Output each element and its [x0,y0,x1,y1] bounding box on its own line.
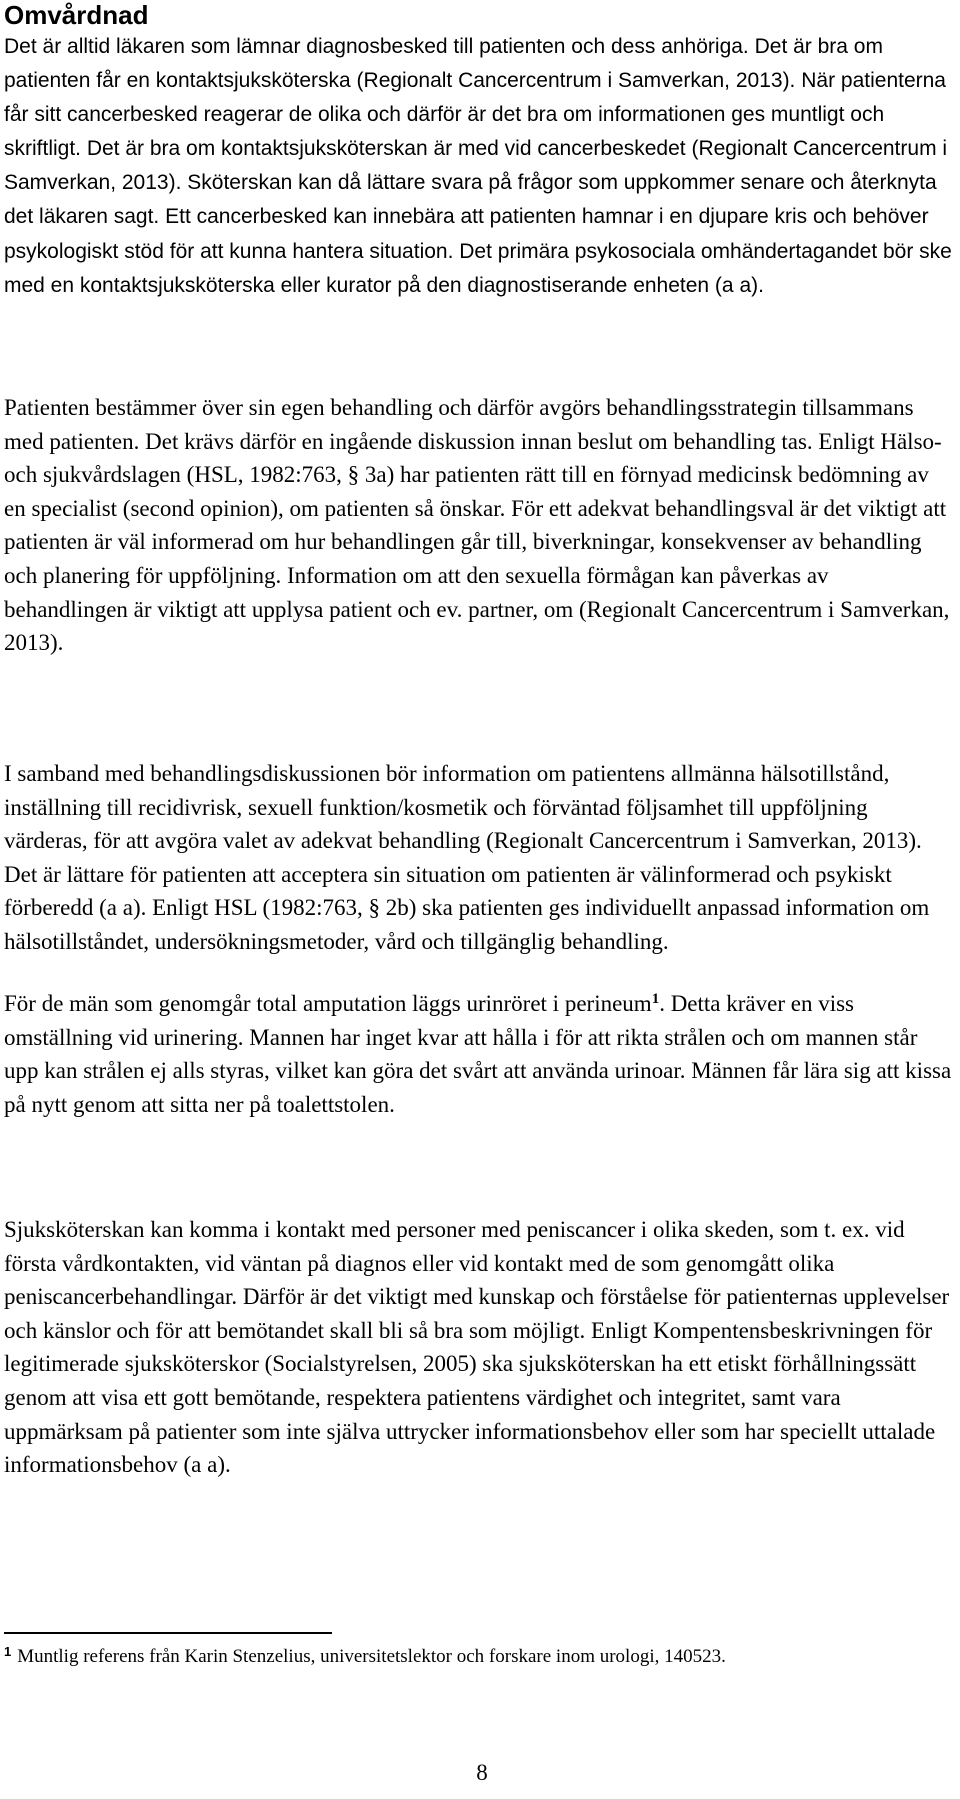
footnote-divider [4,1632,332,1634]
footnote [4,1644,954,1670]
paragraph-nurse-role: Sjuksköterskan kan komma i kontakt med personer med peniscancer i olika skeden, som t. ex. vid första vårdkontakten, vid väntan på diagnos eller vid kontakt med de som genomgått olika peniscancerbehandlingar. Därför är det viktigt med kunskap och förståelse för patienternas upplevelser och känslor och för att bemötandet skall bli så bra som möjligt. Enligt Kompentensbeskrivningen för legitimerade sjuksköterskor (Socialstyrelsen, 2005) ska sjuksköterskan ha ett etiskt förhållningssätt genom att visa ett gott bemötande, respektera patientens värdighet och integritet, samt vara uppmärksam på patienter som inte själva uttrycker informationsbehov eller som har speciellt uttalade informationsbehov (a a). [4,1217,950,1478]
paragraph-diagnosis: Det är alltid läkaren som lämnar diagnosbesked till patienten och dess anhöriga. Det är bra om patienten får en kontaktsjuksköterska (Regionalt Cancercentrum i Samverkan, 2013). När patienterna får sitt cancerbesked reagerar de olika och därför är det bra om informationen ges muntligt och skriftligt. Det är bra om kontaktsjuksköterskan är med vid cancerbeskedet (Regionalt Cancercentrum i Samverkan, 2013). Sköterskan kan då lättare svara på frågor som uppkommer senare och återknyta det läkaren sagt. Ett cancerbesked kan innebära att patienten hamnar i en djupare kris och behöver psykologiskt stöd för att kunna hantera situation. Det primära psykosociala omhändertagandet bör ske med en kontaktsjuksköterska eller kurator på den diagnostiserande enheten (a a). [4,35,952,297]
footnote-reference: 1 [651,991,660,1007]
paragraph-amputation-text-start: För de män som genomgår total amputation läggs urinröret i perineum [4,991,652,1016]
paragraph-treatment-discussion: I samband med behandlingsdiskussionen bör information om patientens allmänna hälsotillstånd, inställning till recidivrisk, sexuell funktion/kosmetik och förväntad följsamhet till uppföljning värderas, för att avgöra valet av adekvat behandling (Regionalt Cancercentrum i Samverkan, 2013). Det är lättare för patienten att acceptera sin situation om patienten är välinformerad och psykiskt förberedd (a a). Enligt HSL (1982:763, § 2b) ska patienten ges individuellt anpassad information om hälsotillståndet, undersökningsmetoder, vård och tillgänglig behandling. [4,761,930,954]
footnote-text: Muntlig referens från Karin Stenzelius, universitetslektor och forskare inom urologi, 140523. [17,1646,726,1667]
footnote-marker: 1 [4,1644,12,1659]
section-heading: Omvårdnad [4,0,149,30]
page-number: 8 [476,1760,488,1785]
paragraph-amputation-text-end: . Detta kräver en viss omställning vid urinering. Mannen har inget kvar att hålla i för att rikta strålen och om mannen står upp kan strålen ej alls styras, vilket kan göra det svårt att använda urinoar. Männen får lära sig att kissa på nytt genom att sitta ner på toalettstolen. [4,991,952,1117]
paragraph-treatment-decision: Patienten bestämmer över sin egen behandling och därför avgörs behandlingsstrategin tillsammans med patienten. Det krävs därför en ingående diskussion innan beslut om behandling tas. Enligt Hälso- och sjukvårdslagen (HSL, 1982:763, § 3a) har patienten rätt till en förnyad medicinsk bedömning av en specialist (second opinion), om patienten så önskar. För ett adekvat behandlingsval är det viktigt att patienten är väl informerad om hur behandlingen går till, biverkningar, konsekvenser av behandling och planering för uppföljning. Information om att den sexuella förmågan kan påverkas av behandlingen är viktigt att upplysa patient och ev. partner, om (Regionalt Cancercentrum i Samverkan, 2013). [4,395,950,656]
paragraph-amputation [4,987,954,1121]
